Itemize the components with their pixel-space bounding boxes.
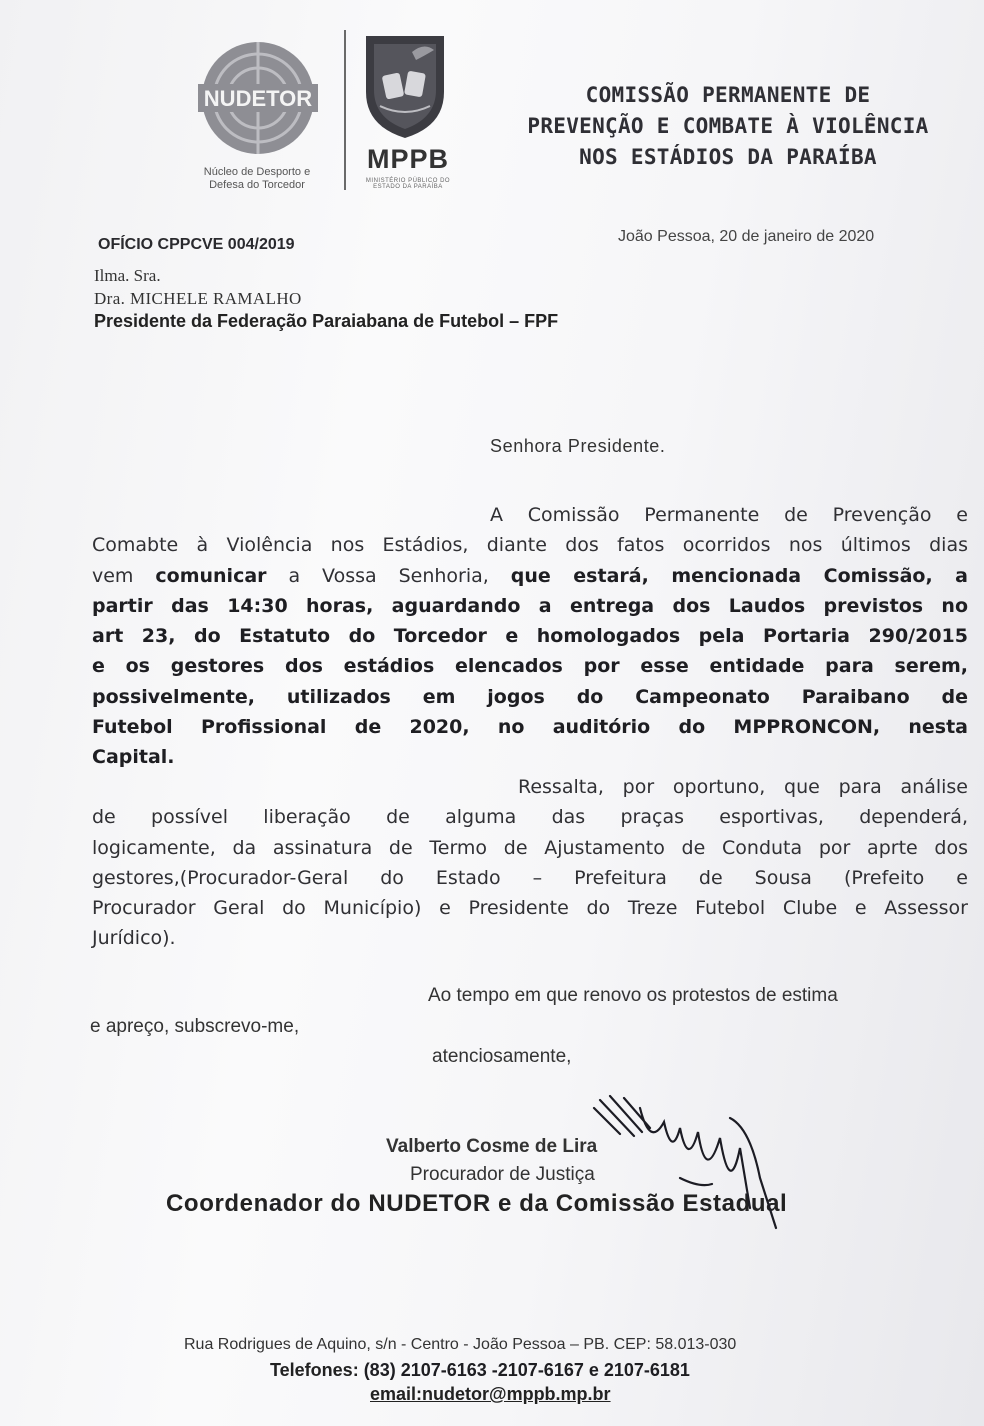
paragraph-communication: [92, 500, 968, 773]
closing-line: e apreço, subscrevo-me,: [90, 1016, 300, 1037]
paragraph-line: Ressalta, por oportuno, que para análise: [518, 776, 968, 798]
closing-line: atenciosamente,: [432, 1046, 572, 1067]
paragraph-line: art 23, do Estatuto do Torcedor e homologados pela Portaria 290/2015: [92, 625, 968, 648]
recipient-title: Presidente da Federação Paraiabana de Futebol – FPF: [94, 311, 559, 331]
signer-name: Valberto Cosme de Lira: [386, 1136, 598, 1157]
mppb-shield-logo: [360, 30, 450, 140]
recipient-name: Dra. MICHELE RAMALHO: [94, 289, 302, 308]
paragraph-line: gestores,(Procurador-Geral do Estado – Prefeitura de Sousa (Prefeito e: [92, 866, 968, 889]
svg-text:NUDETOR: NUDETOR: [203, 86, 313, 111]
nudetor-subtitle: Núcleo de Desporto e Defesa do Torcedor: [203, 166, 311, 191]
paragraph-line: Futebol Profissional de 2020, no auditório do MPPRONCON, nesta: [92, 716, 968, 739]
paragraph-line: vem comunicar a Vossa Senhoria, que estará, mencionada Comissão, a: [92, 564, 968, 587]
salutation: Senhora Presidente.: [490, 436, 666, 456]
letter-date: João Pessoa, 20 de janeiro de 2020: [618, 228, 875, 245]
mppb-subtitle: MINISTÉRIO PÚBLICO DO ESTADO DA PARAÍBA: [365, 178, 451, 190]
footer-phones: Telefones: (83) 2107-6163 -2107-6167 e 2107-6181: [270, 1360, 690, 1380]
paragraph-line: A Comissão Permanente de Prevenção e: [490, 504, 968, 526]
footer-address: Rua Rodrigues de Aquino, s/n - Centro - João Pessoa – PB. CEP: 58.013-030: [184, 1336, 737, 1353]
mppb-label: MPPB: [366, 144, 449, 174]
commission-title: COMISSÃO PERMANENTE DE PREVENÇÃO E COMBATE À VIOLÊNCIA NOS ESTÁDIOS DA PARAÍBA: [527, 83, 929, 169]
paragraph-line: partir das 14:30 horas, aguardando a entrega dos Laudos previstos no: [92, 594, 968, 617]
paragraph-line: logicamente, da assinatura de Termo de Ajustamento de Conduta por aprte dos: [92, 836, 968, 859]
paragraph-line: Capital.: [92, 746, 175, 769]
footer-email-link[interactable]: email:nudetor@mppb.mp.br: [370, 1384, 611, 1404]
paragraph-line: possivelmente, utilizados em jogos do Campeonato Paraibano de: [92, 685, 968, 708]
paragraph-remarks: [92, 772, 968, 954]
oficio-reference: OFÍCIO CPPCVE 004/2019: [98, 236, 295, 253]
nudetor-logo: [188, 40, 328, 180]
recipient-greeting: Ilma. Sra.: [94, 266, 161, 285]
paragraph-line: Comabte à Violência nos Estádios, diante dos fatos ocorridos nos últimos dias: [92, 534, 968, 557]
closing-line: Ao tempo em que renovo os protestos de estima: [428, 985, 838, 1006]
paragraph-line: Procurador Geral do Município) e Presidente do Treze Futebol Clube e Assessor: [92, 897, 968, 920]
signer-role: Procurador de Justiça: [410, 1164, 595, 1185]
paragraph-line: e os gestores dos estádios elencados por esse entidade para serem,: [92, 655, 968, 678]
handwritten-signature: [580, 1088, 790, 1238]
paragraph-line: Jurídico).: [92, 927, 176, 950]
signer-title: Coordenador do NUDETOR e da Comissão Estadual: [166, 1190, 788, 1217]
paragraph-line: de possível liberação de alguma das praças esportivas, dependerá,: [92, 806, 968, 829]
header-divider: [344, 30, 346, 190]
